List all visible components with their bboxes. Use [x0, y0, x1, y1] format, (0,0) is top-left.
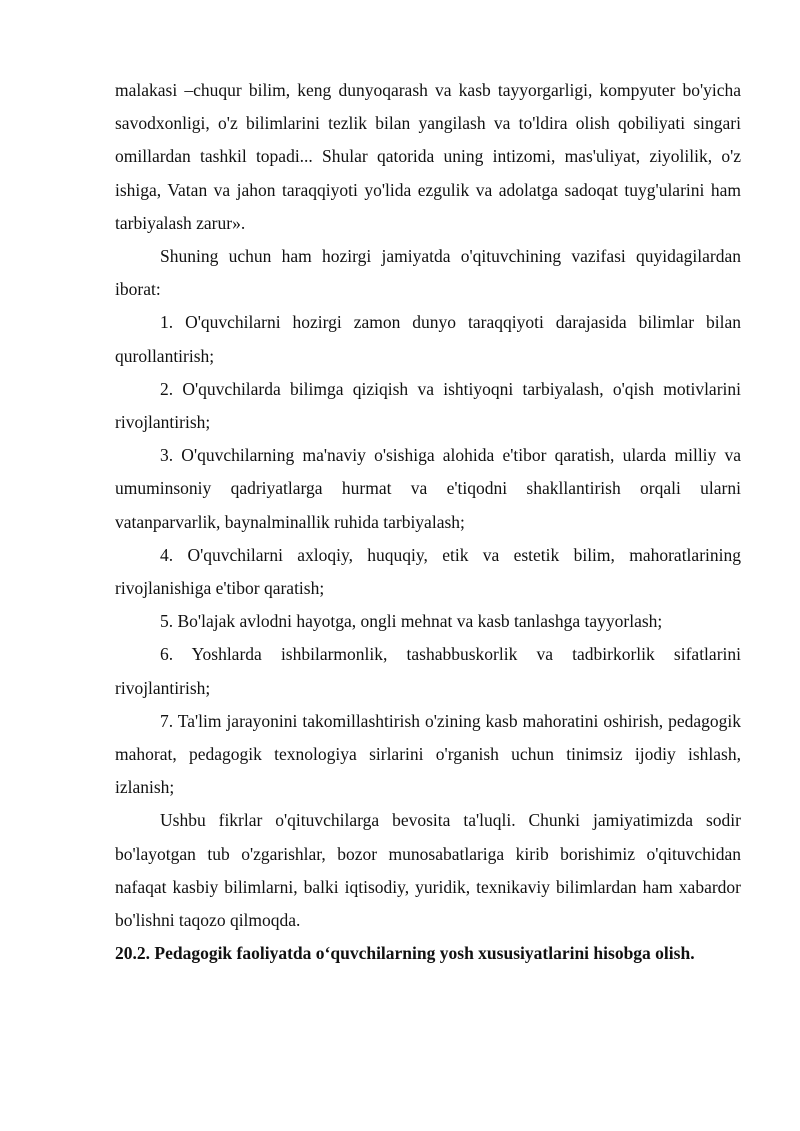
paragraph-conclusion: Ushbu fikrlar o'qituvchilarga bevosita ta'luqli. Chunki jamiyatimizda sodir bo'layotgan tub o'zgarishlar, bozor munosabatlariga kirib borishimiz o'qituvchidan nafaqat kasbiy bilimlarni, balki iqtisodiy, yuridik, texnikaviy bilimlardan ham xabardor bo'lishni taqozo qilmoqda. [115, 810, 741, 931]
list-item-1: 1. O'quvchilarni hozirgi zamon dunyo taraqqiyoti darajasida bilimlar bilan qurollantirish; [115, 312, 741, 366]
list-item-4: 4. O'quvchilarni axloqiy, huquqiy, etik va estetik bilim, mahoratlarining rivojlanishiga e'tibor qaratish; [115, 544, 741, 599]
list-item-7: 7. Ta'lim jarayonini takomillashtirish o'zining kasb mahoratini oshirish, pedagogik mahorat, pedagogik texnologiya sirlarini o'rganish uchun tinimsiz ijodiy ishlash, izlanish; [115, 710, 741, 798]
list-item-2: 2. O'quvchilarda bilimga qiziqish va ishtiyoqni tarbiyalash, o'qish motivlarini rivojlantirish; [115, 378, 741, 433]
paragraph-continuation: malakasi –chuqur bilim, keng dunyoqarash va kasb tayyorgarligi, kompyuter bo'yicha savodxonligi, o'z bilimlarini tezlik bilan yangilash va to'ldira olish qobiliyati singari omillardan tashkil topadi... Shular qatorida uning intizomi, mas'uliyat, ziyolilik, o'z ishiga, Vatan va jahon taraqqiyoti yo'lida ezgulik va adolatga sadoqat tuyg'ularini ham tarbiyalash zarur». [115, 80, 741, 233]
list-item-5: 5. Bo'lajak avlodni hayotga, ongli mehnat va kasb tanlashga tayyorlash; [160, 611, 663, 632]
document-page [115, 74, 741, 970]
paragraph-intro: Shuning uchun ham hozirgi jamiyatda o'qituvchining vazifasi quyidagilardan iborat: [115, 246, 741, 300]
list-item-3: 3. O'quvchilarning ma'naviy o'sishiga alohida e'tibor qaratish, ularda milliy va umuminsoniy qadriyatlarga hurmat va e'tiqodni shakllantirish orqali ularni vatanparvarlik, baynalminallik ruhida tarbiyalash; [115, 445, 741, 532]
section-heading: 20.2. Pedagogik faoliyatda o‘quvchilarning yosh xususiyatlarini hisobga olish. [115, 943, 695, 964]
list-item-6: 6. Yoshlarda ishbilarmonlik, tashabbuskorlik va tadbirkorlik sifatlarini rivojlantirish; [115, 644, 741, 698]
